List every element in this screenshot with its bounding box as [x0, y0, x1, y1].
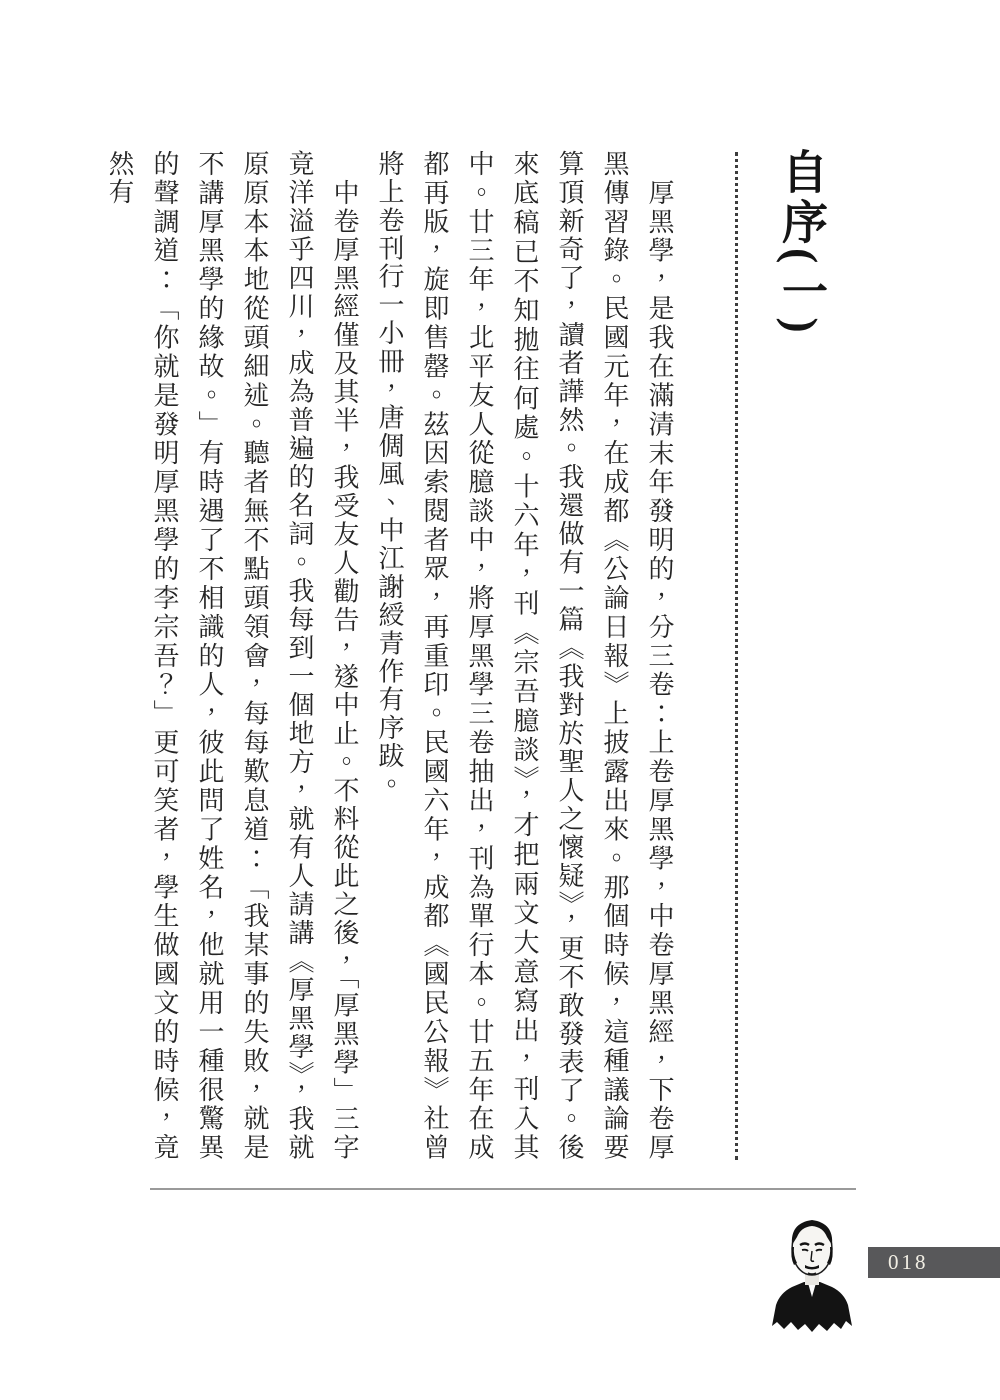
author-portrait-icon [762, 1205, 862, 1333]
paragraph: 中卷厚黑經僅及其半，我受友人勸告，遂中止。不料從此之後，「厚黑學」三字竟洋溢乎四川，成為普遍的名詞。我每到一個地方，就有人請講《厚黑學》，我就原原本本地從頭細述。聽者無不點頭領會，每每歎息道：「我某事的失敗，就是不講厚黑學的緣故。」有時遇了不相識的人，彼此問了姓名，他就用一種很驚異的聲調道：「你就是發明厚黑學的李宗吾？」更可笑者，學生做國文的時候，竟然有 [105, 150, 359, 1162]
dotted-divider [735, 152, 738, 1160]
page-number-badge [868, 1247, 1000, 1278]
article-text [97, 150, 682, 1162]
page-title [768, 148, 834, 337]
title-number: (一) [776, 248, 827, 337]
footer-divider [150, 1188, 856, 1190]
page-number: 018 [888, 1250, 929, 1274]
paragraph: 厚黑學，是我在滿清末年發明的，分三卷：上卷厚黑學，中卷厚黑經，下卷厚黑傳習錄。民國元年，在成都《公論日報》上披露出來。那個時候，這種議論要算頂新奇了，讀者譁然。我還做有一篇《我對於聖人之懷疑》，更不敢發表了。後來底稿已不知拋往何處。十六年，刊《宗吾臆談》，才把兩文大意寫出，刊入其中。廿三年，北平友人從臆談中，將厚黑學三卷抽出，刊為單行本。廿五年在成都再版，旋即售罄。茲因索閱者眾，再重印。民國六年，成都《國民公報》社曾將上卷刊行一小冊，唐倜風、中江謝綬青作有序跋。 [375, 150, 674, 1162]
title-text: 自序 [776, 148, 827, 248]
